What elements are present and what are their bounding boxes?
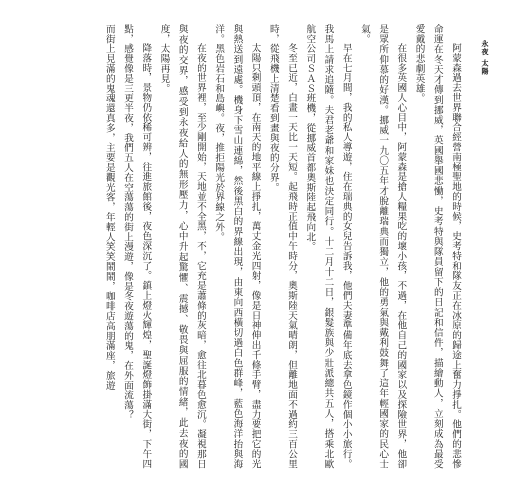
paragraph: 降落時，景物仍依稀可辨，往進旅館後，夜色深沉了。鎮上燈火輝煌，聖誕燈飾掛滿大街，下午四點，感覺像是三更半夜，我們五人在空蕩蕩的街上漫遊，像是冬夜遊蕩的鬼，在外面流蕩？ <box>122 24 152 469</box>
running-head: 永夜 太陽 <box>481 40 489 76</box>
paragraph: 太陽只剩頭頂，在南天的地平線上掙扎，萬丈金光四射，像是日神伸出千條手臂，盡力要把它的光與熱送到遠處。機身下雪山連綿，然後黑白的界線出現，由東向西橫切過白色群峰，藍色海洋抬與海洋。黑色岩石和島嶼。夜，推拒陽光於界線之外。 <box>213 24 261 469</box>
paragraph: 而街上見滿的鬼魂還真多，主要是觀光客，年輕人笑笑鬧鬧，咖啡店高朋滿座，旅遊 <box>103 24 115 391</box>
paragraph: 在很多英國人心目中，阿蒙森是搶人糧果吃的壞小孩，不過，在他自己的國家以及探險世界，他卻是眾所仰慕的好漢。挪威一九〇五年才脫離瑞典而獨立，他的勇氣與戴利鼓舞了這年輕國家的民心士氣。 <box>358 24 407 469</box>
vertical-body-text <box>103 24 464 469</box>
paragraph: 阿蒙森過去世界聯合經營南極聖地的時候，史考特和隊友正在冰原的歸途上奮力掙扎。他們的悲慘命運在冬天才傳到挪威，英國舉國悲慟，史考特與隊員留下的日記和信件，描繪動人，立刻成為最受愛戴的悲劇英雄。 <box>413 24 461 469</box>
paragraph: 冬至已近，白畫一天比一天短。起飛時正值中午時分，奧斯陸天氣晴朗，但離地面不過約三百公里時，從飛機上清楚看到畫與夜的分界。 <box>267 24 298 469</box>
paragraph: 在夜的世界裡，至少剛開始，天地並不全黑，不，它充是蕭條的灰暗，愈往北暮色愈沉。凝視那日與夜的交界，感受到永夜給人的無形壓力，心中升起驚懼、震撼、敬畏與屈服的情緒，此去夜的國度，太陽再見。 <box>158 24 206 469</box>
paragraph: 早在七月間，我的私人導遊，住在瑞典的女兒告訴我，他們夫妻準備年底去拿色鏡作個小小旅行。我馬上請求追隨。夫君老爺和家妹也決定同行。十二月十二日，銀髮族與少壯派總共五人，搭乘北歐航空公司ＳＡＳ班機，從挪威首都奧斯陸起飛向北。 <box>304 24 352 469</box>
